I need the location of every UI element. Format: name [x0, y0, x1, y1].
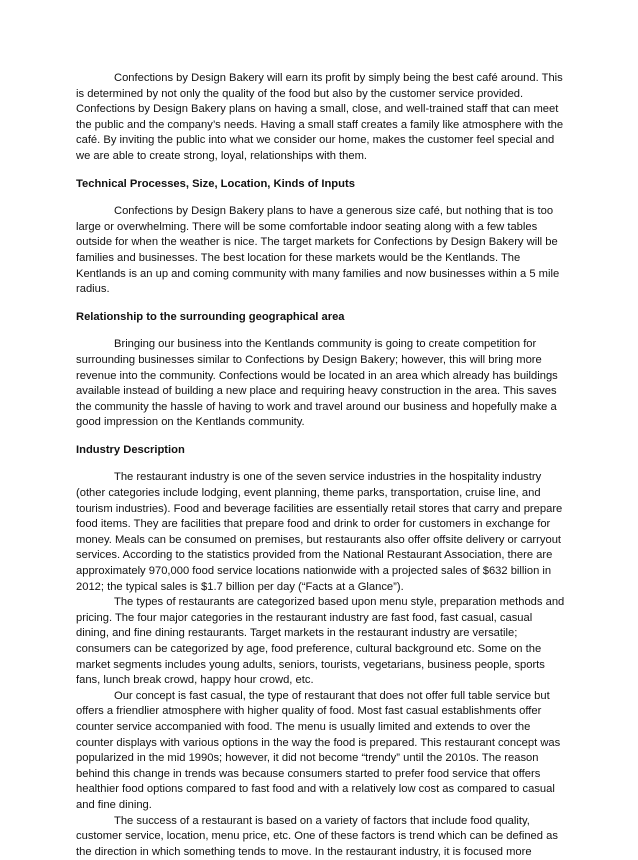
intro-paragraph: Confections by Design Bakery will earn its profit by simply being the best café around. This is determined by not only the quality of the food but also by the customer service provided. Confections by Design Bakery plans on having a small, close, and well-trained staff that can meet the public and the company’s needs. Having a small staff creates a family like atmosphere with the café. By inviting the public into what we consider our home, makes the customer feel special and we are able to create strong, loyal, relationships with them. — [76, 72, 564, 162]
industry-paragraph-restaurant-types: The types of restaurants are categorized based upon menu style, preparation methods and pricing. The four major categories in the restaurant industry are fast food, fast casual, casual dining, and fine dining restaurants. Target markets in the restaurant industry are versatile; consumers can be categorized by age, food preference, cultural background etc. Some on the market segments includes young adults, seniors, tourists, vegetarians, business people, sports fans, lunch break crowd, happy hour crowd, etc. — [76, 596, 565, 687]
document-body — [76, 71, 566, 860]
section-heading-industry-description: Industry Description — [76, 443, 185, 456]
section-heading-technical-processes: Technical Processes, Size, Location, Kinds of Inputs — [76, 177, 355, 190]
section-heading-geographical-area: Relationship to the surrounding geographical area — [76, 310, 345, 323]
geographical-area-paragraph: Bringing our business into the Kentlands community is going to create competition for surrounding businesses similar to Confections by Design Bakery; however, this will bring more revenue into the community. Confections would be located in an area which already has buildings available instead of building a new place and requiring heavy construction in the area. This saves the community the hassle of having to work and travel around our business and hopefully make a good impression on the Kentlands community. — [76, 338, 558, 429]
industry-paragraph-overview: The restaurant industry is one of the seven service industries in the hospitality industry (other categories include lodging, event planning, theme parks, transportation, cruise line, and tourism industries). Food and beverage facilities are essentially retail stores that carry and prepare food items. They are facilities that prepare food and drink to order for customers in exchange for money. Meals can be consumed on premises, but restaurants also offer offsite delivery or carryout services. According to the statistics provided from the National Restaurant Association, there are approximately 970,000 food service locations nationwide with a projected sales of $632 billion in 2012; the typical sales is $1.7 billion per day (“Facts at a Glance”). — [76, 471, 563, 593]
technical-processes-paragraph: Confections by Design Bakery plans to have a generous size café, but nothing that is too large or overwhelming. There will be some comfortable indoor seating along with a few tables outside for when the weather is nice. The target markets for Confections by Design Bakery will be families and businesses. The best location for these markets would be the Kentlands. The Kentlands is an up and coming community with many families and now businesses within a 5 mile radius. — [76, 205, 560, 296]
industry-paragraph-success-factors: The success of a restaurant is based on a variety of factors that include food quality, customer service, location, menu price, etc. One of these factors is trend which can be defined as the direction in which something tends to move. In the restaurant industry, it is focused more — [76, 814, 558, 858]
industry-paragraph-fast-casual: Our concept is fast casual, the type of restaurant that does not offer full table service but offers a friendlier atmosphere with higher quality of food. Most fast casual establishments offer counter service accompanied with food. The menu is usually limited and extends to over the counter displays with various options in the way the food is prepared. This restaurant concept was popularized in the mid 1990s; however, it did not become “trendy” until the 2010s. The reason behind this change in trends was because consumers started to prefer food service that offers healthier food options compared to fast food and with a relatively low cost as compared to casual and fine dining. — [76, 689, 561, 811]
